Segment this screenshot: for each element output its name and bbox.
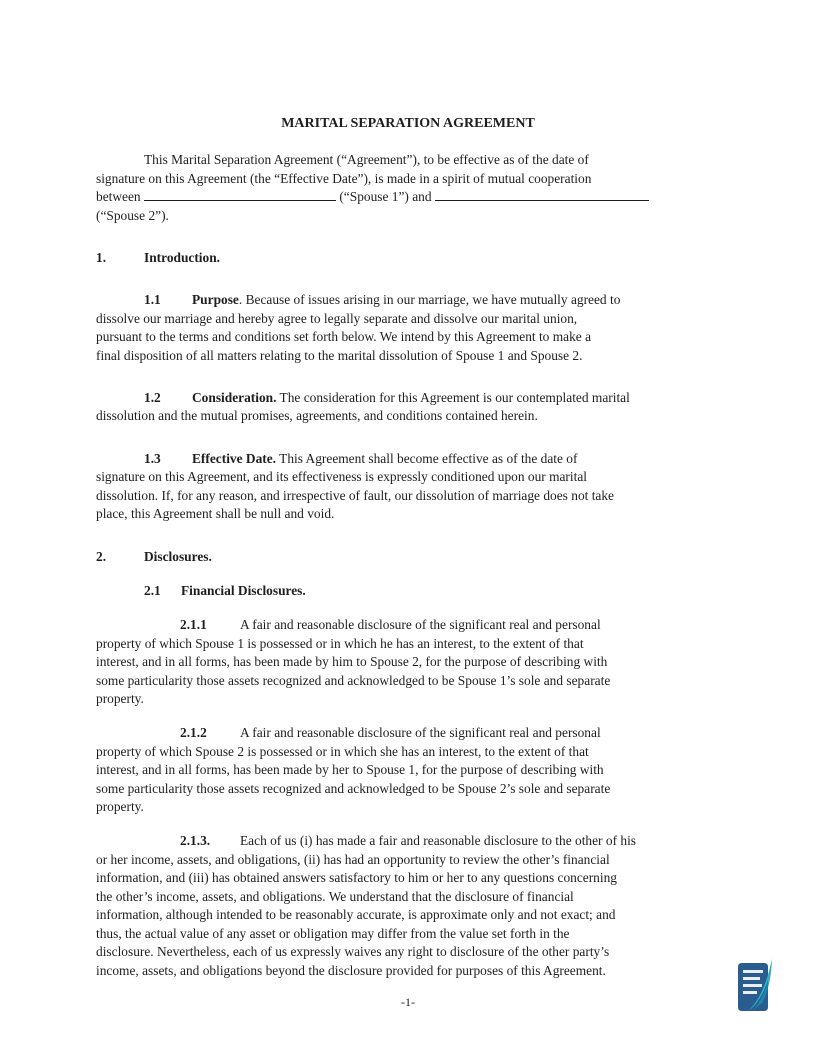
section-2-1-3-text: Each of us (i) has made a fair and reasonable disclosure to the other of his <box>240 833 636 848</box>
section-1-1-line-4: final disposition of all matters relating to the marital dissolution of Spouse 1 and Spouse 2. <box>96 348 583 363</box>
section-2-1-1-line-1 <box>96 616 722 634</box>
section-2-1-1-number: 2.1.1 <box>180 617 207 632</box>
section-1-1-line-2: dissolve our marriage and hereby agree to legally separate and dissolve our marital union, <box>96 311 578 326</box>
section-2-1-3-line-7: disclosure. Nevertheless, each of us expressly waives any right to disclosure of the other party’s <box>96 944 610 959</box>
section-2-title: Disclosures. <box>144 549 212 564</box>
section-2-1-1-text: A fair and reasonable disclosure of the significant real and personal <box>240 617 601 632</box>
section-1-3-line-3: dissolution. If, for any reason, and irrespective of fault, our dissolution of marriage does not take <box>96 488 615 503</box>
section-1-2-number: 1.2 <box>144 390 161 405</box>
section-2-1-title: Financial Disclosures. <box>181 583 306 598</box>
section-2-1-1-line-5: property. <box>96 691 144 706</box>
section-2-1-2-line-4: some particularity those assets recognized and acknowledged to be Spouse 2’s sole and separate <box>96 781 611 796</box>
preamble-line-2: signature on this Agreement (the “Effective Date”), is made in a spirit of mutual cooperation <box>96 171 592 186</box>
section-2-1-2-line-1 <box>96 724 722 742</box>
section-1-title: Introduction. <box>144 250 221 265</box>
section-2-1-2-number: 2.1.2 <box>180 725 207 740</box>
section-1-2-line-1 <box>96 389 722 407</box>
section-1-number: 1. <box>96 250 107 265</box>
section-2-heading <box>96 548 212 566</box>
spouse-2-name-blank[interactable] <box>435 188 649 201</box>
section-2-1-1-line-3: interest, and in all forms, has been made by him to Spouse 2, for the purpose of describing with <box>96 654 608 669</box>
page-number: -1- <box>401 995 415 1009</box>
section-2-1-2-text: A fair and reasonable disclosure of the significant real and personal <box>240 725 601 740</box>
section-2-1-1-line-2: property of which Spouse 1 is possessed or in which he has an interest, to the extent of that <box>96 636 584 651</box>
section-1-1-line-1 <box>96 291 722 309</box>
preamble-line-3 <box>96 188 722 206</box>
document-title: MARITAL SEPARATION AGREEMENT <box>281 116 535 131</box>
section-1-3-label: Effective Date. <box>192 451 277 466</box>
section-2-1-3-line-8: income, assets, and obligations beyond the disclosure provided for purposes of this Agreement. <box>96 963 606 978</box>
section-2-1-number: 2.1 <box>144 583 161 598</box>
section-2-number: 2. <box>96 549 107 564</box>
section-1-heading <box>96 249 220 267</box>
section-1-1-text: . Because of issues arising in our marriage, we have mutually agreed to <box>238 292 621 307</box>
section-2-1-3-line-1 <box>96 832 722 850</box>
section-2-1-3-line-4: the other’s income, assets, and obligations. We understand that the disclosure of financial <box>96 889 574 904</box>
preamble-line-1: This Marital Separation Agreement (“Agreement”), to be effective as of the date of <box>144 152 589 167</box>
section-1-1-line-3: pursuant to the terms and conditions set forth below. We intend by this Agreement to make a <box>96 329 592 344</box>
section-1-1-number: 1.1 <box>144 292 161 307</box>
section-2-1-2-line-2: property of which Spouse 2 is possessed or in which she has an interest, to the extent of that <box>96 744 589 759</box>
section-1-1-label: Purpose <box>192 292 239 307</box>
section-1-3-number: 1.3 <box>144 451 161 466</box>
spouse-1-label: (“Spouse 1”) and <box>339 189 432 204</box>
section-2-1-3-line-2: or her income, assets, and obligations, (ii) has had an opportunity to review the other’s financial <box>96 852 610 867</box>
section-2-1-1-line-4: some particularity those assets recognized and acknowledged to be Spouse 1’s sole and separate <box>96 673 611 688</box>
section-1-3-line-4: place, this Agreement shall be null and void. <box>96 506 335 521</box>
section-2-1-3-line-5: information, although intended to be reasonably accurate, is approximate only and not exact; and <box>96 907 616 922</box>
section-2-1-3-number: 2.1.3. <box>180 833 211 848</box>
preamble-line-4: (“Spouse 2”). <box>96 208 169 223</box>
section-1-3-text: This Agreement shall become effective as of the date of <box>276 451 578 466</box>
section-1-2-label: Consideration. <box>192 390 277 405</box>
section-2-1-2-line-3: interest, and in all forms, has been made by her to Spouse 1, for the purpose of describing with <box>96 762 604 777</box>
section-2-1-2-line-5: property. <box>96 799 144 814</box>
section-1-3-line-2: signature on this Agreement, and its effectiveness is expressly conditioned upon our marital <box>96 469 588 484</box>
section-2-1-3-line-6: thus, the actual value of any asset or obligation may differ from the value set forth in the <box>96 926 570 941</box>
section-1-2-text: The consideration for this Agreement is our contemplated marital <box>276 390 630 405</box>
section-2-1-3-line-3: information, and (iii) has obtained answers satisfactory to him or her to any questions concerning <box>96 870 617 885</box>
between-label: between <box>96 189 141 204</box>
section-1-3-line-1 <box>96 450 722 468</box>
document-brand-logo-icon <box>734 957 774 1013</box>
section-2-1-heading <box>144 582 306 600</box>
spouse-1-name-blank[interactable] <box>144 188 336 201</box>
section-1-2-line-2: dissolution and the mutual promises, agreements, and conditions contained herein. <box>96 408 538 423</box>
